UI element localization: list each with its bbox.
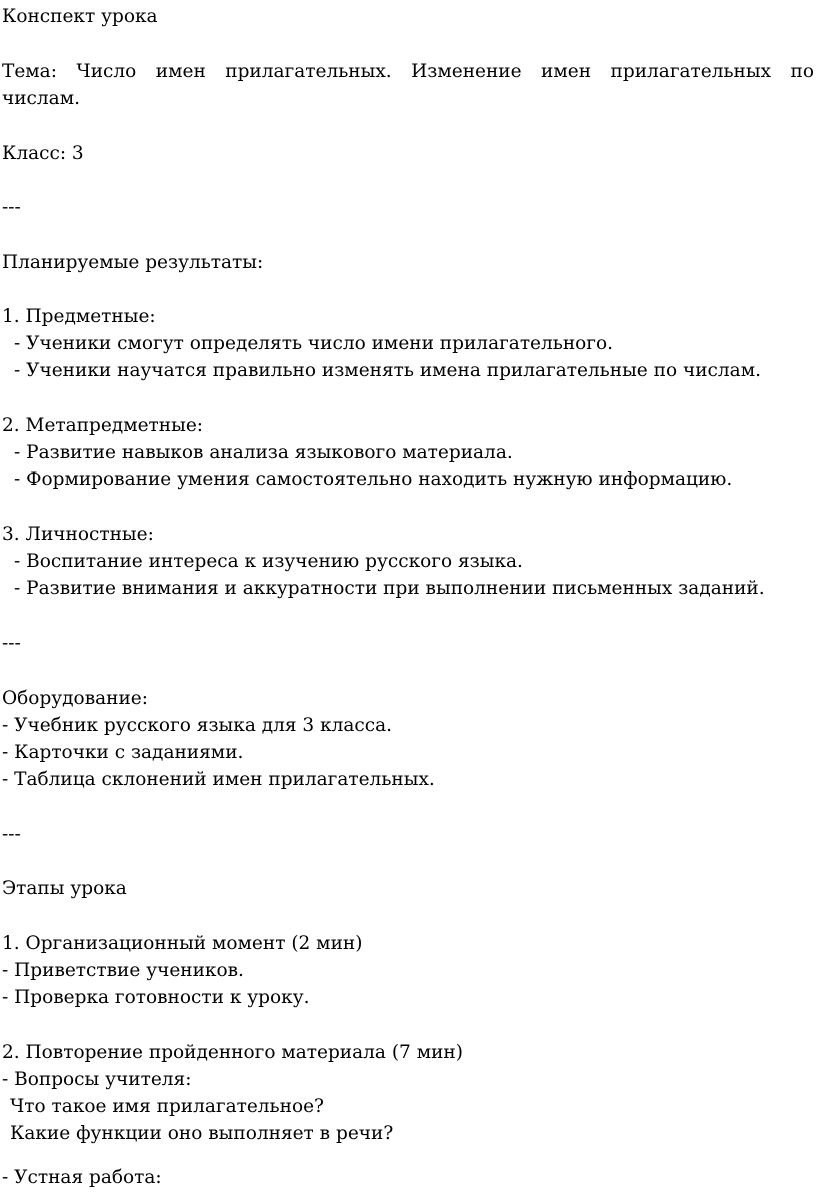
oral-work-item: - Устная работа: [2, 1167, 162, 1188]
equipment-heading: Оборудование: [2, 688, 148, 709]
personal-results-heading: 3. Личностные: [2, 524, 154, 545]
equipment-item: - Учебник русского языка для 3 класса. [2, 715, 393, 736]
planned-results-heading: Планируемые результаты: [2, 252, 264, 273]
divider: --- [2, 824, 21, 845]
personal-result-item: - Развитие внимания и аккуратности при выполнении письменных заданий. [14, 578, 765, 599]
equipment-item: - Таблица склонений имен прилагательных. [2, 769, 435, 790]
grade-line: Класс: 3 [2, 143, 84, 164]
equipment-item: - Карточки с заданиями. [2, 742, 244, 763]
topic-line-2: числам. [2, 88, 80, 109]
stages-heading: Этапы урока [2, 878, 127, 899]
meta-result-item: - Формирование умения самостоятельно находить нужную информацию. [14, 469, 733, 490]
subject-results-heading: 1. Предметные: [2, 306, 156, 327]
teacher-question: Какие функции оно выполняет в речи? [10, 1123, 394, 1144]
subject-result-item: - Ученики научатся правильно изменять имена прилагательные по числам. [14, 360, 761, 381]
divider: --- [2, 197, 21, 218]
teacher-question: Что такое имя прилагательное? [10, 1096, 324, 1117]
stage-1-item: - Проверка готовности к уроку. [2, 987, 310, 1008]
stage-1-heading: 1. Организационный момент (2 мин) [2, 933, 363, 954]
meta-results-heading: 2. Метапредметные: [2, 415, 204, 436]
personal-result-item: - Воспитание интереса к изучению русского языка. [14, 551, 523, 572]
topic-line-1: Тема: Число имен прилагательных. Изменение имен прилагательных по [2, 61, 814, 82]
meta-result-item: - Развитие навыков анализа языкового материала. [14, 442, 513, 463]
divider: --- [2, 633, 21, 654]
stage-2-heading: 2. Повторение пройденного материала (7 мин) [2, 1042, 463, 1063]
stage-2-item: - Вопросы учителя: [2, 1069, 192, 1090]
stage-1-item: - Приветствие учеников. [2, 960, 244, 981]
subject-result-item: - Ученики смогут определять число имени прилагательного. [14, 333, 614, 354]
document-title: Конспект урока [2, 6, 158, 27]
